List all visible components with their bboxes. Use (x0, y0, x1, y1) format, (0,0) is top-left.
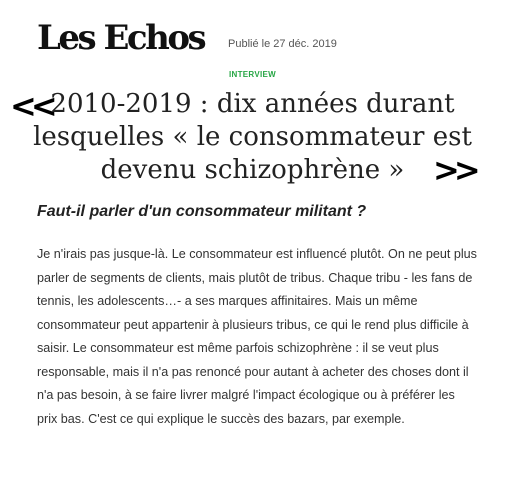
publish-date: Publié le 27 déc. 2019 (228, 38, 337, 50)
interview-answer: Je n'irais pas jusque-là. Le consommateur est influencé plutôt. On ne peut plus parler de segments de clients, mais plutôt de tribus. Chaque tribu - les fans de tennis, les adolescents…- a ses marques affinitaires. Mais un même consommateur peut appartenir à plusieurs tribus, ce qui le rend plus difficile à saisir. Le consommateur est même parfois schizophrène : il se veut plus responsable, mais il n'a pas renoncé pour autant à acheter des choses dont il n'a pas besoin, à se faire livrer malgré l'impact écologique ou à préférer les prix bas. C'est ce qui explique le succès des bazars, par exemple. (37, 247, 477, 426)
article-headline: 2010-2019 : dix années durant lesquelles « le consommateur est devenu schizophrène » (33, 89, 472, 185)
interview-question: Faut-il parler d'un consommateur militant ? (37, 203, 367, 220)
quote-open-icon: << (10, 87, 52, 125)
rubric-label[interactable]: INTERVIEW (228, 70, 276, 79)
les-echos-logo[interactable]: Les Echos (37, 18, 205, 58)
quote-close-icon: >> (433, 151, 475, 189)
